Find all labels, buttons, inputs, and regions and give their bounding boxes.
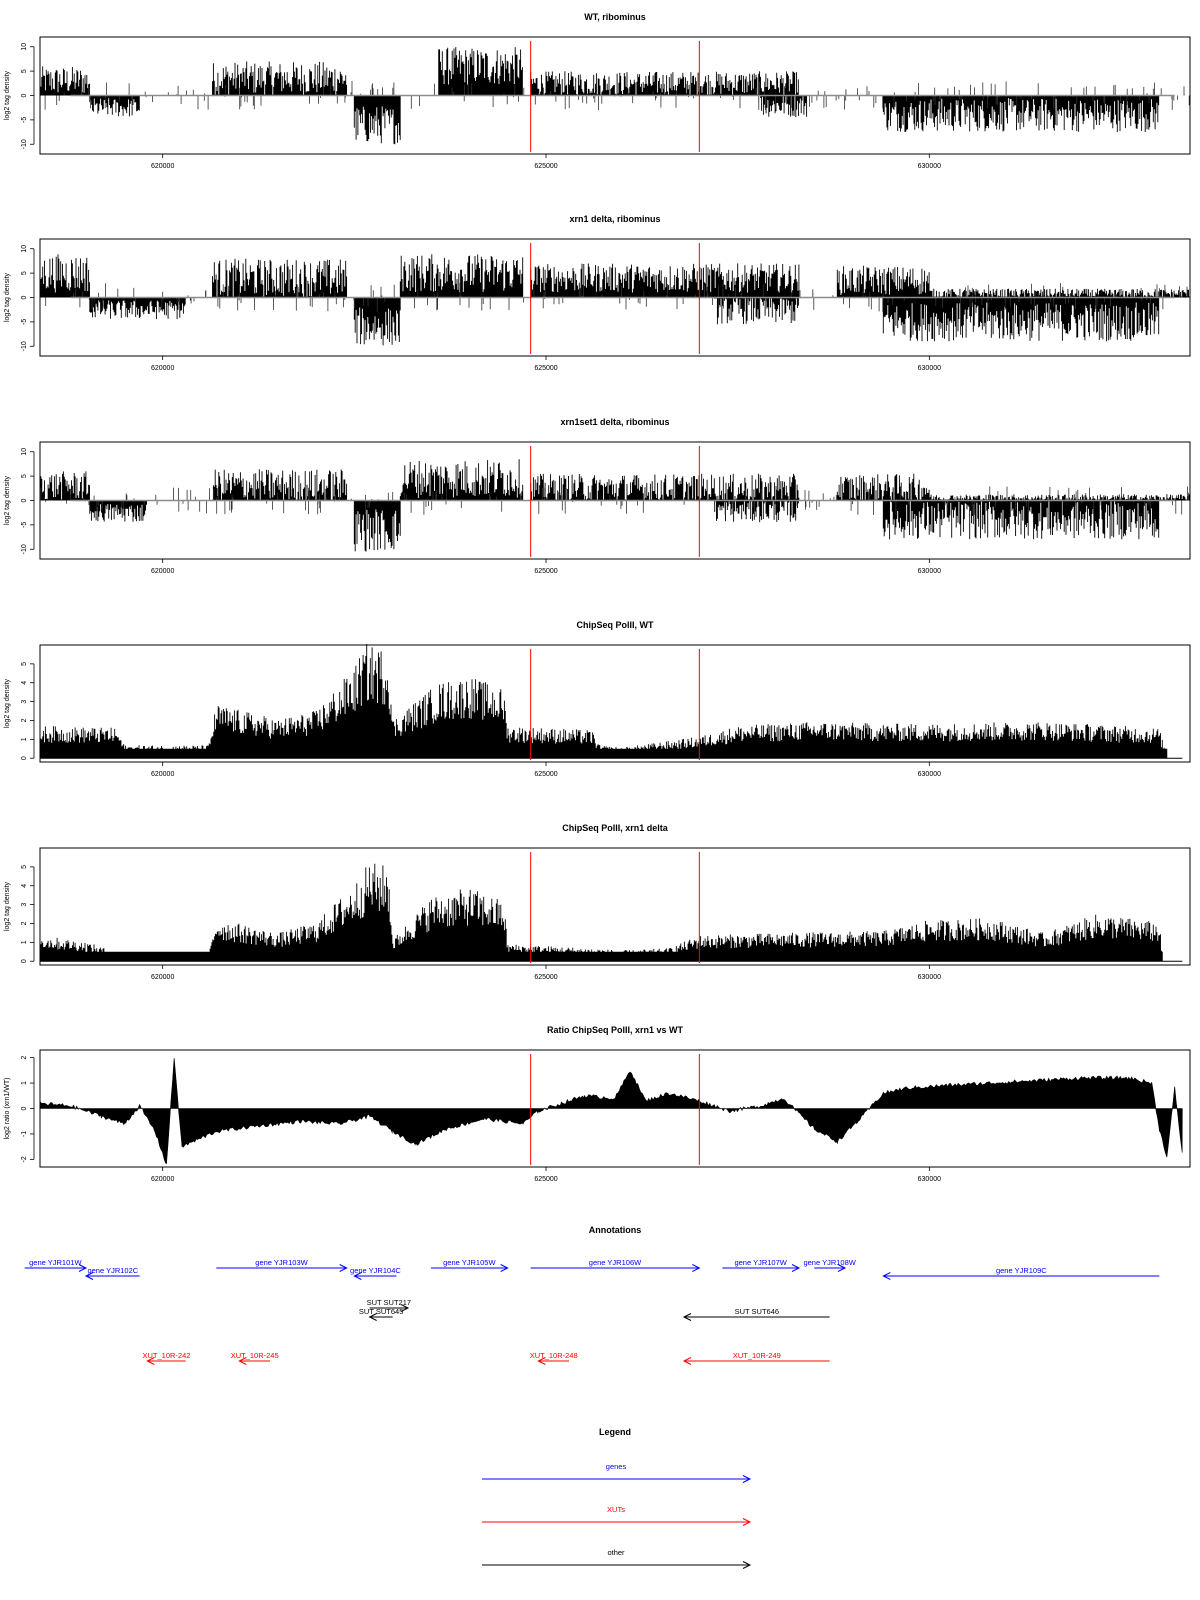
density-bars-minus-1 [354,501,400,552]
density-bars-minus-1 [354,96,400,145]
data-marks [40,47,1189,144]
gene-arrow [803,1258,856,1272]
legend-label: XUTs [607,1505,625,1514]
y-tick-label: 0 [21,756,28,761]
data-marks [40,644,1182,758]
density-bars-plus-4 [837,266,929,298]
annotation-label: XUT_10R-242 [142,1351,191,1360]
y-tick-label: -1 [21,1130,28,1138]
annotation-label: gene YJR104C [350,1266,401,1275]
y-tick-label: 1 [21,737,28,742]
panel-chip_xrn1 [4,823,1190,981]
x-tick-label: 630000 [917,974,942,981]
annotation-label: gene YJR107W [734,1258,787,1267]
panel-xrn1set1 [4,417,1190,575]
y-tick-label: -5 [21,318,28,325]
x-axis [151,559,941,575]
annotation-label: gene YJR105W [443,1258,496,1267]
chip-bars [40,644,1167,758]
x-tick-label: 620000 [150,1176,175,1183]
y-tick-label: 3 [21,699,28,704]
annotation-label: XUT_10R-248 [529,1351,578,1360]
y-tick-label: 2 [21,1055,28,1060]
legend-title: Legend [598,1427,632,1437]
y-tick-label: 0 [21,1106,28,1111]
panel-xrn1 [4,214,1190,372]
density-bars-plus-2 [400,459,522,500]
y-axis-label: log2 tag density [4,881,11,932]
density-bars-plus-2 [400,254,522,297]
annotation-label: SUT SUT646 [734,1307,780,1316]
ratio-area [40,1058,1182,1164]
y-tick-label: 2 [21,921,28,926]
gene-arrow [25,1258,86,1272]
data-marks [40,459,1189,551]
legend [482,1427,750,1569]
density-bars-minus-3 [883,298,1158,342]
annotation-label: gene YJR108W [803,1258,856,1267]
density-bars-minus-0 [90,298,185,320]
y-axis [21,662,34,760]
sut-arrow [359,1307,403,1321]
data-marks [40,1058,1182,1164]
y-tick-label: 2 [21,718,28,723]
x-tick-label: 625000 [534,974,558,981]
density-bars-minus-2 [715,298,799,325]
annotation-label: gene YJR101W [29,1258,82,1267]
y-tick-label: 5 [21,474,28,479]
y-axis-label: log2 ratio (xrn1/WT) [4,1077,11,1140]
y-tick-label: 5 [21,271,28,276]
y-tick-label: 3 [21,902,28,907]
data-marks [40,864,1182,961]
density-bars-plus-3 [531,474,799,501]
annotations-title: Annotations [588,1225,642,1235]
panel-wt [4,12,1190,170]
density-bars-minus-2 [715,501,799,523]
x-tick-label: 630000 [917,568,942,575]
sut-arrow [684,1307,830,1321]
panel-title: xrn1set1 delta, ribominus [560,417,670,427]
gene-arrow [86,1266,140,1280]
gene-arrow [431,1258,508,1272]
x-tick-label: 625000 [534,163,558,170]
x-tick-label: 620000 [150,365,175,372]
gene-arrow [883,1266,1159,1280]
density-bars-plus-1 [213,259,347,298]
annotation-label: gene YJR103W [255,1258,308,1267]
y-tick-label: 5 [21,864,28,869]
xut-arrow [143,1351,191,1365]
panel-title: Ratio ChipSeq PolII, xrn1 vs WT [546,1025,684,1035]
xut-arrow [684,1351,830,1365]
annotation-label: SUT SUT645 [358,1307,404,1316]
panel-ratio [4,1025,1190,1183]
density-bars-minus-2 [761,96,807,118]
data-marks [40,254,1189,345]
x-tick-label: 620000 [150,568,175,575]
x-tick-label: 630000 [917,163,942,170]
annotation-label: gene YJR102C [87,1266,139,1275]
density-bars-plus-3 [531,263,799,297]
legend-label: genes [605,1462,627,1471]
density-bars-plus-5 [929,494,1189,500]
legend-item [482,1548,750,1569]
density-bars-minus-3 [883,501,1158,540]
y-axis [21,245,34,352]
chip-bars [40,864,1162,961]
x-tick-label: 630000 [917,771,942,778]
annotations-track [25,1225,1160,1365]
y-tick-label: 0 [21,498,28,503]
x-axis [151,1167,941,1183]
x-axis [151,356,941,372]
y-tick-label: -2 [21,1156,28,1163]
density-bars-plus-1 [213,469,347,500]
x-tick-label: 625000 [534,771,558,778]
density-bars-plus-4 [837,474,929,501]
annotation-label: SUT SUT217 [366,1298,412,1307]
y-tick-label: -5 [21,521,28,528]
y-axis [21,865,34,963]
y-tick-label: 10 [21,447,28,456]
x-axis [151,965,941,981]
y-axis-label: log2 tag density [4,272,11,323]
annotation-label: XUT_10R-249 [732,1351,781,1360]
density-bars-plus-2 [439,47,523,95]
y-tick-label: 4 [21,883,28,888]
x-axis [151,154,941,170]
y-tick-label: 1 [21,1081,28,1086]
y-tick-label: 0 [21,295,28,300]
annotation-label: gene YJR106W [588,1258,642,1267]
density-bars-plus-4 [699,71,798,95]
x-tick-label: 630000 [917,365,942,372]
gene-arrow [531,1258,700,1272]
y-tick-label: -10 [21,139,28,150]
x-tick-label: 625000 [534,1176,558,1183]
annotation-label: XUT_10R-245 [230,1351,279,1360]
density-bars-plus-0 [40,471,90,500]
density-bars-plus-1 [213,62,347,96]
y-tick-label: -10 [21,341,28,352]
legend-item [482,1505,750,1526]
y-axis [21,1056,34,1163]
annotation-label: gene YJR109C [995,1266,1047,1275]
xut-arrow [231,1351,279,1365]
y-tick-label: -5 [21,116,28,123]
panel-title: ChipSeq PolII, WT [576,620,654,630]
y-tick-label: 0 [21,959,28,964]
y-axis [21,43,34,150]
panel-title: WT, ribominus [584,12,646,22]
gene-arrow [350,1266,401,1280]
y-tick-label: 5 [21,661,28,666]
x-tick-label: 620000 [150,974,175,981]
x-tick-label: 625000 [534,568,558,575]
x-tick-label: 625000 [534,365,558,372]
y-axis [21,448,34,555]
y-tick-label: 4 [21,680,28,685]
y-tick-label: 10 [21,42,28,51]
y-tick-label: -10 [21,544,28,555]
y-tick-label: 5 [21,69,28,74]
density-bars-plus-0 [40,254,90,297]
x-tick-label: 620000 [150,771,175,778]
gene-arrow [216,1258,346,1272]
x-tick-label: 630000 [917,1176,942,1183]
y-tick-label: 1 [21,940,28,945]
gene-arrow [722,1258,799,1272]
y-axis-label: log2 tag density [4,678,11,729]
density-bars-minus-3 [883,96,1158,133]
panel-title: xrn1 delta, ribominus [569,214,661,224]
legend-item [482,1462,750,1483]
y-axis-label: log2 tag density [4,70,11,121]
legend-label: other [607,1548,625,1557]
x-axis [151,762,941,778]
density-bars-plus-3 [531,71,699,95]
y-tick-label: 0 [21,93,28,98]
y-tick-label: 10 [21,244,28,253]
y-axis-label: log2 tag density [4,475,11,526]
x-tick-label: 620000 [150,163,175,170]
panel-title: ChipSeq PolII, xrn1 delta [562,823,668,833]
panel-chip_wt [4,620,1190,778]
xut-arrow [530,1351,578,1365]
